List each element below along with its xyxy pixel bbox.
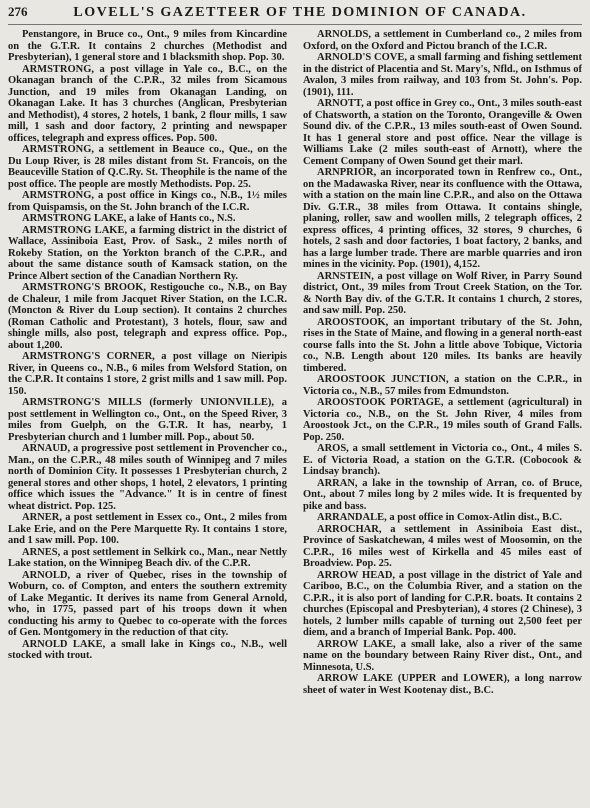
gazetteer-entry: AROS, a small settlement in Victoria co., Ont., 4 miles S. E. of Victoria Road, a station on the G.T.R. (Cobocook & Lindsay branch). [303, 443, 582, 477]
gazetteer-entry: ARMSTRONG'S MILLS (formerly UNIONVILLE), a post settlement in Wellington co., Ont., on the Speed River, 3 miles from Guelph, on the G.T.R. It has, nearby, 1 Presbyterian church and 1 lumber mill. Pop., about 50. [8, 397, 287, 443]
gazetteer-entry: ARROW LAKE (UPPER and LOWER), a long narrow sheet of water in West Kootenay dist., B.C. [303, 673, 582, 696]
gazetteer-entry: ARMSTRONG, a post village in Yale co., B.C., on the Okanagan branch of the C.P.R., 32 miles from Sicamous Junction, and 19 miles from Okanagan Landing, on Okanagan Lake. It has 3 churches (Anglican, Presbyterian and Methodist), 4 stores, 2 hotels, 1 bank, 2 flour mills, 1 saw mill, 1 sash and door factory, 2 printing and newspaper offices, telegraph and express offices. Pop. 500. [8, 63, 287, 144]
gazetteer-entry: ARNOLD, a river of Quebec, rises in the township of Woburn, co. of Compton, and enters the southern extremity of Lake Megantic. It derives its name from General Arnold, who, in 1775, passed part of his troops down it when conducting his army to Quebec to co-operate with the forces of Gen. Montgomery in the reduction of that city. [8, 569, 287, 638]
gazetteer-entry: AROOSTOOK, an important tributary of the St. John, rises in the State of Maine, and flowing in a general north-east course falls into the St. John a little above Tobique, Victoria co., N.B. Length about 120 miles. Its banks are heavily timbered. [303, 316, 582, 374]
gazetteer-entry: ARMSTRONG LAKE, a lake of Hants co., N.S. [22, 213, 236, 224]
gazetteer-entry: ARMSTRONG'S CORNER, a post village on Nieripis River, in Queens co., N.B., 6 miles from Welsford Station, on the C.P.R. It contains 1 store, 2 grist mills and 1 saw mill. Pop. 150. [8, 351, 287, 397]
gazetteer-entry: ARNES, a post settlement in Selkirk co., Man., near Nettly Lake station, on the Winnipeg Beach div. of the C.P.R. [8, 546, 287, 569]
gazetteer-entry: ARMSTRONG LAKE, a farming district in the district of Wallace, Assiniboia East, Prov. of Sask., 2 miles north of Rokeby Station, on the Yorkton branch of the C.P.R., and about the same distance south of Kamsack station, on the Prince Albert section of the Canadian Northern Ry. [8, 224, 287, 282]
gazetteer-entry: ARROW LAKE, a small lake, also a river of the same name on the boundary between Rainy River dist., Ont., and Minnesota, U.S. [303, 638, 582, 673]
gazetteer-entry: ARROW HEAD, a post village in the district of Yale and Cariboo, B.C., on the Columbia River, and a station on the C.P.R., it is also port of landing for C.P.R. boats. It contains 2 churches (Episcopal and Presbyterian), 4 stores (2 Chinese), 3 hotels, 2 lumber mills capable of turning out 2,500 feet per diem, and a branch of Imperial Bank. Pop. 400. [303, 569, 582, 638]
gazetteer-entry: ARNOLDS, a settlement in Cumberland co., 2 miles from Oxford, on the Oxford and Pictou branch of the I.C.R. [303, 29, 582, 52]
gazetteer-entry: ARMSTRONG'S BROOK, Restigouche co., N.B., on Bay de Chaleur, 1 mile from Jacquet River Station, on the I.C.R. (Moncton & River du Loup section). It contains 2 churches (Roman Catholic and Protestant), 3 hotels, flour, saw and shingle mills, also post, telegraph and express office. Pop., about 1,200. [8, 282, 287, 351]
gazetteer-entry: ARNOLD'S COVE, a small farming and fishing settlement in the district of Placentia and St. Mary's, Nfld., on Isthmus of Avalon, 3 miles from railway, and 103 from St. John's. Pop. (1901), 111. [303, 52, 582, 98]
gazetteer-entry: ARMSTRONG, a settlement in Beauce co., Que., on the Du Loup River, is 28 miles distant from St. Francois, on the Beauceville Station of Q.C.Ry. St. Theophile is the name of the post office. The people are mostly Methodists. Pop. 25. [8, 144, 287, 190]
gazetteer-entry: ARNAUD, a progressive post settlement in Provencher co., Man., on the C.P.R., 48 miles south of Winnipeg and 7 miles north of Dominion City. It possesses 1 Presbyterian church, 2 general stores and other shops, 1 hotel, 2 elevators, 1 printing office which issues the "Advance." It is in centre of finest wheat district. Pop. 125. [8, 443, 287, 512]
gazetteer-entry: ARNSTEIN, a post village on Wolf River, in Parry Sound district, Ont., 39 miles from Trout Creek Station, on the Tor. & North Bay div. of the G.T.R. It contains 1 church, 2 stores, and saw mill. Pop. 250. [303, 270, 582, 316]
gazetteer-entry: ARNOTT, a post office in Grey co., Ont., 3 miles south-east of Chatsworth, a station on the Toronto, Orangeville & Owen Sound div. of the C.P.R., 13 miles south-east of Owen Sound. It has 1 general store and post office. Near the village is Williams Lake (2 miles south-east of Arnott), where the Cement Company of Owen Sound get their marl. [303, 98, 582, 167]
gazetteer-entry: ARRANDALE, a post office in Comox-Atlin dist., B.C. [317, 512, 563, 523]
page-title: LOVELL'S GAZETTEER OF THE DOMINION OF CANADA. [73, 5, 527, 20]
gazetteer-entry: ARROCHAR, a settlement in Assiniboia East dist., Province of Saskatchewan, 4 miles west of Moosomin, on the C.P.R., 16 miles west of Kirkella and 45 miles east of Broadview. Pop. 25. [303, 523, 582, 569]
gazetteer-entry: AROOSTOOK JUNCTION, a station on the C.P.R., in Victoria co., N.B., 57 miles from Edmundston. [303, 374, 582, 397]
page-header [8, 4, 582, 25]
left-column [8, 29, 287, 696]
gazetteer-entry: ARNPRIOR, an incorporated town in Renfrew co., Ont., on the Madawaska River, near its confluence with the Ottawa, with a station on the main line C.P.R., and also on the Ottawa Div. G.T.R., 38 miles from Ottawa. It contains shingle, planing, roller, saw and woollen mills, 2 telegraph offices, 2 express offices, 4 printing offices, 32 stores, 9 churches, 6 hotels, 2 sash and door factories, 1 boat factory, 2 banks, and has a large lumber trade. There are marble quarries and iron mines in the vicinity. Pop. (1901), 4,152. [303, 167, 582, 270]
right-column [303, 29, 582, 696]
gazetteer-entry: ARMSTRONG, a post office in Kings co., N.B., 1½ miles from Quispamsis, on the St. John branch of the I.C.R. [8, 190, 287, 213]
gazetteer-entry: AROOSTOOK PORTAGE, a settlement (agricultural) in Victoria co., N.B., on the St. John River, 4 miles from Aroostook Jct., on the C.P.R., 19 miles south of Grand Falls. Pop. 250. [303, 397, 582, 443]
page-number: 276 [8, 4, 28, 19]
gazetteer-entry: ARNER, a post settlement in Essex co., Ont., 2 miles from Lake Erie, and on the Pere Marquette Ry. It contains 1 store, and 1 saw mill. Pop. 100. [8, 512, 287, 546]
gazetteer-entry: Penstangore, in Bruce co., Ont., 9 miles from Kincardine on the G.T.R. It contains 2 churches (Methodist and Presbyterian), 1 general store and 1 blacksmith shop. Pop. 30. [8, 29, 287, 63]
gazetteer-entry: ARNOLD LAKE, a small lake in Kings co., N.B., well stocked with trout. [8, 638, 287, 661]
gazetteer-entry: ARRAN, a lake in the township of Arran, co. of Bruce, Ont., about 7 miles long by 2 miles wide. It is frequented by pike and bass. [303, 477, 582, 512]
entry-columns [8, 29, 582, 696]
